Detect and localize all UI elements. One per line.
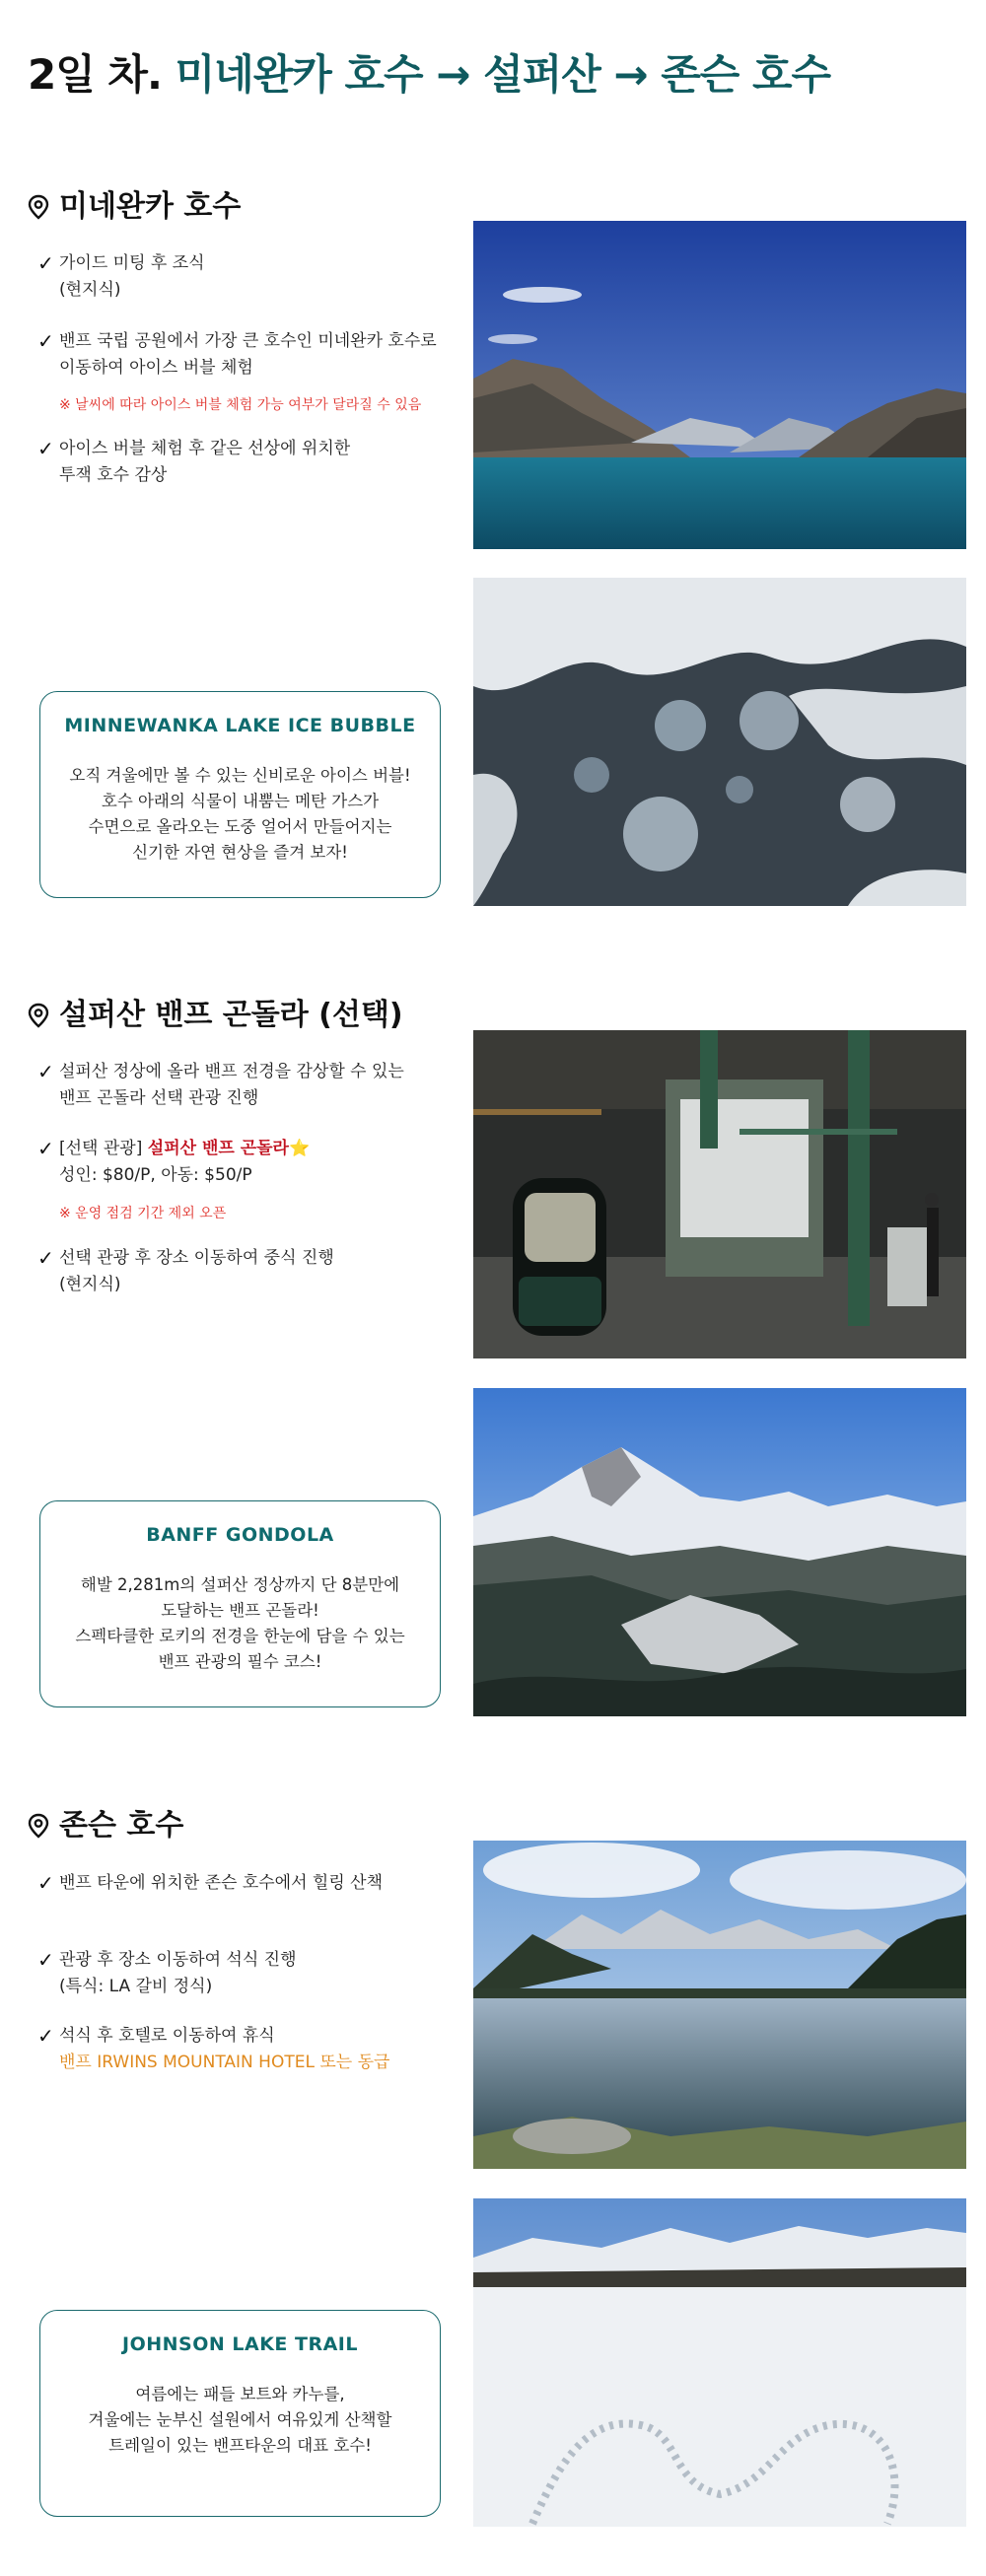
card-line: 여름에는 패들 보트와 카누를, xyxy=(135,2385,345,2403)
bullet-text: (특식: LA 갈비 정식) xyxy=(59,1977,213,1996)
card-line: 도달하는 밴프 곤돌라! xyxy=(161,1601,319,1620)
card-line: 밴프 관광의 필수 코스! xyxy=(158,1652,322,1671)
operation-note: ※ 운영 점검 기간 제외 오픈 xyxy=(59,1206,227,1221)
route-title: 미네완카 호수 → 설퍼산 → 존슨 호수 xyxy=(175,50,831,99)
section-title-text: 존슨 호수 xyxy=(59,1808,184,1843)
section-title-text: 미네완카 호수 xyxy=(59,189,242,224)
card-line: 오직 겨울에만 볼 수 있는 신비로운 아이스 버블! xyxy=(69,766,411,785)
ice-bubble-photo xyxy=(473,578,966,906)
card-line: 스펙타클한 로키의 전경을 한눈에 담을 수 있는 xyxy=(75,1627,405,1645)
minnewanka-lake-photo xyxy=(473,221,966,549)
section-title-text: 설퍼산 밴프 곤돌라 (선택) xyxy=(59,998,403,1032)
section-title-minnewanka xyxy=(28,187,241,227)
card-line: 호수 아래의 식물이 내뿜는 메탄 가스가 xyxy=(101,792,380,810)
bullet-text: 이동하여 아이스 버블 체험 xyxy=(59,358,253,378)
section-title-johnson xyxy=(28,1806,183,1845)
optional-tour-prefix: [선택 관광] xyxy=(59,1139,148,1158)
card-body xyxy=(40,2382,440,2459)
list-item xyxy=(37,1870,452,1897)
info-card-ice-bubble xyxy=(39,691,441,898)
info-card-johnson-lake xyxy=(39,2310,441,2517)
hotel-name: 밴프 IRWINS MOUNTAIN HOTEL 또는 동급 xyxy=(59,2053,390,2072)
day-label: 2일 차. xyxy=(28,50,162,99)
bullet-text: 밴프 타운에 위치한 존슨 호수에서 힐링 산책 xyxy=(59,1873,384,1893)
bullet-text: 관광 후 장소 이동하여 석식 진행 xyxy=(59,1950,297,1970)
price-text: 성인: $80/P, 아동: $50/P xyxy=(59,1165,252,1185)
list-item xyxy=(37,1136,452,1189)
weather-note: ※ 날씨에 따라 아이스 버블 체험 가능 여부가 달라질 수 있음 xyxy=(59,397,422,413)
bullet-text: (현지식) xyxy=(59,280,121,300)
bullet-text: 아이스 버블 체험 후 같은 선상에 위치한 xyxy=(59,439,351,458)
check-icon: ✓ xyxy=(37,1137,54,1160)
card-body xyxy=(40,763,440,866)
gondola-highlight: 설퍼산 밴프 곤돌라 xyxy=(147,1139,289,1158)
check-icon: ✓ xyxy=(37,1246,54,1270)
johnson-lake-photo xyxy=(473,1841,966,2169)
card-line: 수면으로 올라오는 도중 얼어서 만들어지는 xyxy=(88,817,392,836)
card-line: 겨울에는 눈부신 설원에서 여유있게 산책할 xyxy=(88,2410,392,2429)
list-item xyxy=(37,1245,452,1298)
check-icon: ✓ xyxy=(37,2024,54,2048)
card-line: 트레일이 있는 밴프타운의 대표 호수! xyxy=(108,2436,372,2455)
check-icon: ✓ xyxy=(37,1060,54,1083)
bullet-text: 석식 후 호텔로 이동하여 휴식 xyxy=(59,2026,275,2046)
gondola-station-photo xyxy=(473,1030,966,1358)
list-item xyxy=(37,328,452,382)
check-icon: ✓ xyxy=(37,251,54,275)
bullet-text: 투잭 호수 감상 xyxy=(59,465,168,485)
card-title: JOHNSON LAKE TRAIL xyxy=(122,2333,358,2355)
card-line: 신기한 자연 현상을 즐겨 보자! xyxy=(132,843,348,862)
list-item xyxy=(37,1059,452,1112)
location-pin-icon xyxy=(28,194,49,220)
johnson-lake-winter-photo xyxy=(473,2198,966,2527)
bullet-text: (현지식) xyxy=(59,1275,121,1294)
info-card-gondola xyxy=(39,1500,441,1707)
check-icon: ✓ xyxy=(37,437,54,460)
section-title-gondola xyxy=(28,996,403,1035)
card-body xyxy=(40,1572,440,1675)
banff-aerial-photo xyxy=(473,1388,966,1716)
bullet-text: 밴프 곤돌라 선택 관광 진행 xyxy=(59,1088,259,1108)
bullet-text: 설퍼산 정상에 올라 밴프 전경을 감상할 수 있는 xyxy=(59,1062,404,1081)
list-item xyxy=(37,250,452,304)
list-item xyxy=(37,1947,452,2000)
card-title: MINNEWANKA LAKE ICE BUBBLE xyxy=(64,715,416,736)
list-item xyxy=(37,436,452,489)
card-line: 해발 2,281m의 설퍼산 정상까지 단 8분만에 xyxy=(80,1575,400,1594)
optional-tour-line xyxy=(59,1136,452,1162)
star-icon: ⭐ xyxy=(288,1139,311,1158)
check-icon: ✓ xyxy=(37,1948,54,1972)
bullet-text: 선택 관광 후 장소 이동하여 중식 진행 xyxy=(59,1248,334,1268)
bullet-text: 가이드 미팅 후 조식 xyxy=(59,253,205,273)
location-pin-icon xyxy=(28,1813,49,1839)
bullet-text: 밴프 국립 공원에서 가장 큰 호수인 미네완카 호수로 xyxy=(59,331,437,351)
check-icon: ✓ xyxy=(37,1871,54,1895)
card-title: BANFF GONDOLA xyxy=(146,1524,334,1546)
location-pin-icon xyxy=(28,1003,49,1028)
list-item xyxy=(37,2023,452,2076)
check-icon: ✓ xyxy=(37,329,54,353)
page-title xyxy=(28,47,830,103)
